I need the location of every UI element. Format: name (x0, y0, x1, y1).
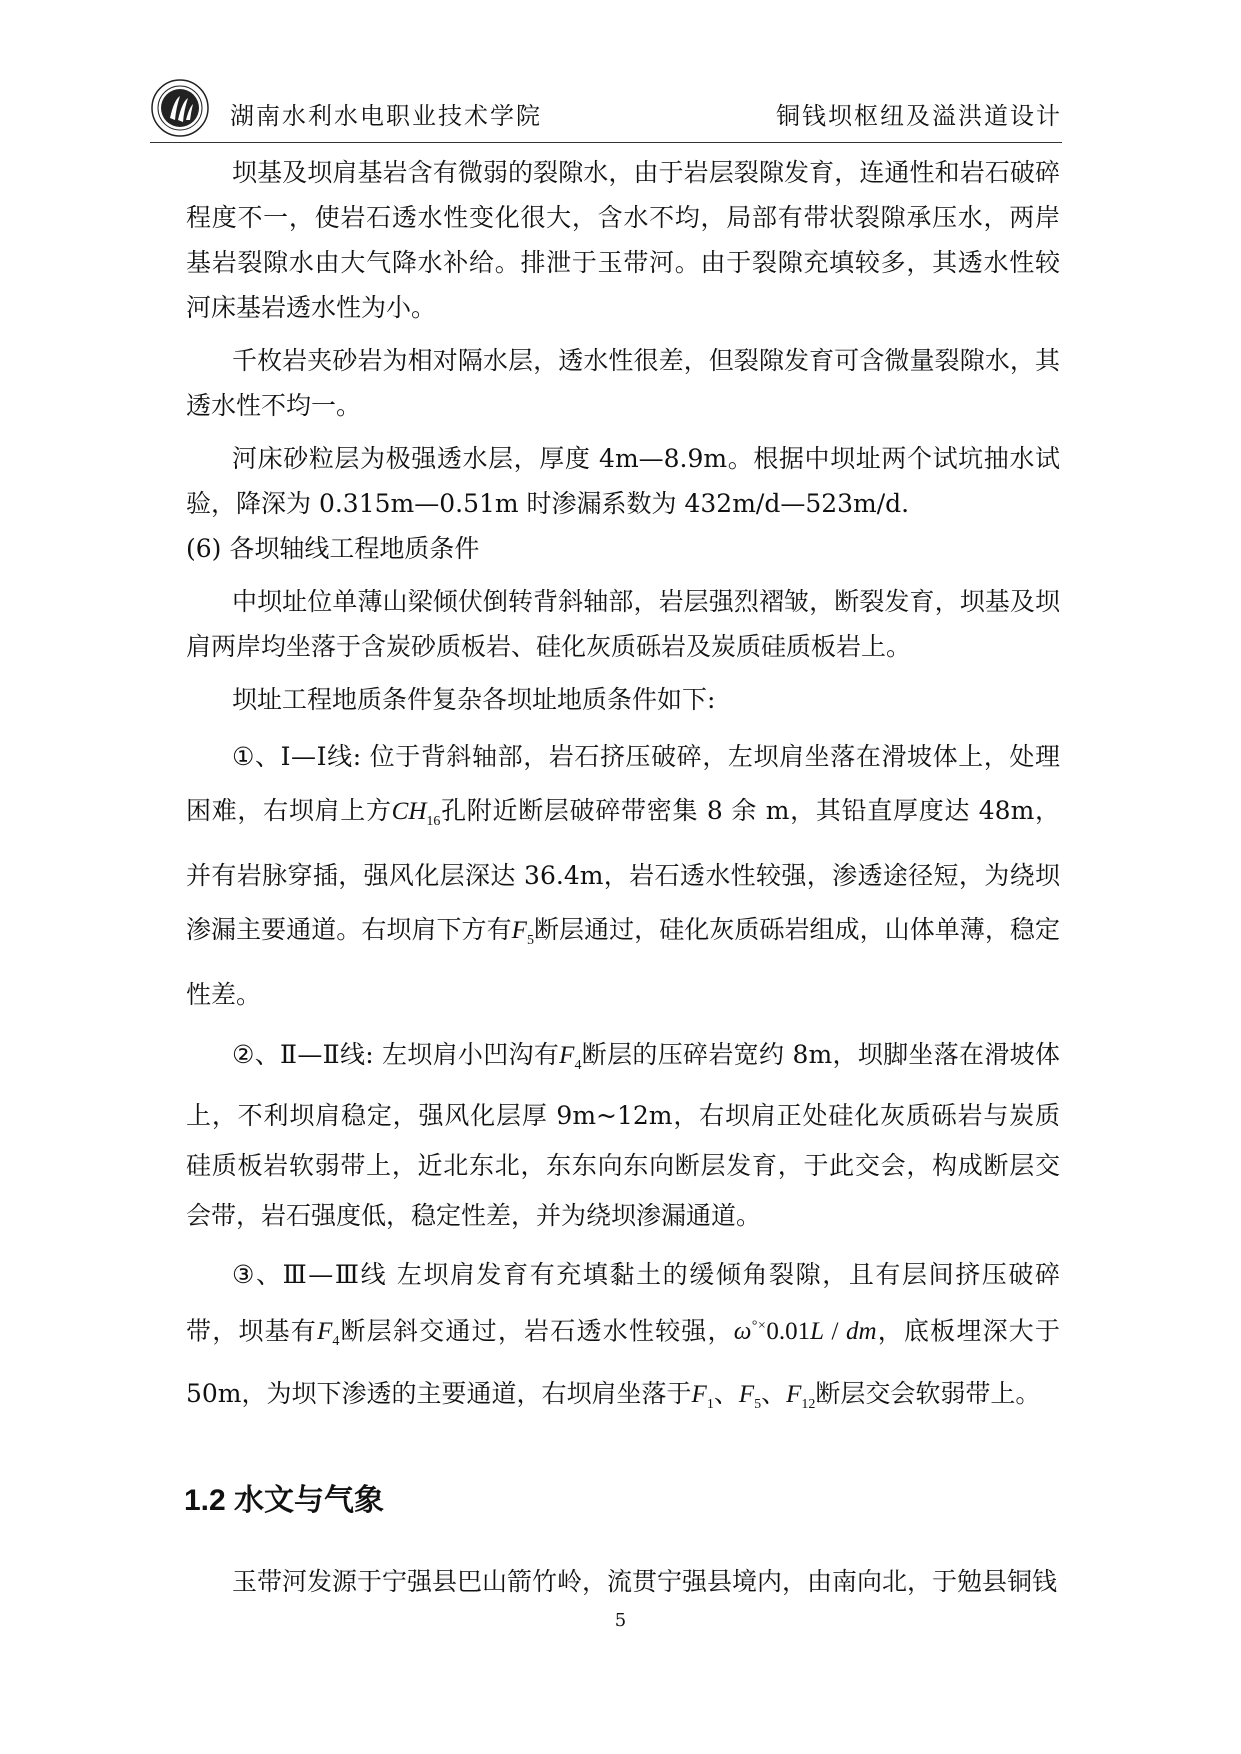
f1-formula (691, 1381, 714, 1413)
f-subscript: 5 (754, 1397, 762, 1413)
f-symbol: F (559, 1042, 575, 1069)
item-line-3 (186, 1249, 1060, 1431)
f-subscript: 12 (801, 1397, 816, 1413)
paragraph-riverbed-gravel: 河床砂粒层为极强透水层，厚度 4m—8.9m。根据中坝址两个试坑抽水试验，降深为 0.315m—0.51m 时渗漏系数为 432m/d—523m/d. (186, 444, 1060, 518)
f5-formula (511, 917, 534, 948)
omega-symbol: ω (733, 1318, 752, 1346)
f-symbol: F (738, 1381, 755, 1409)
permeability-formula (734, 1318, 877, 1345)
section-heading-hydrology: 1.2 水文与气象 (184, 1484, 385, 1518)
document-title: 铜钱坝枢纽及溢洪道设计 (776, 102, 1062, 130)
separator: 、 (713, 1379, 739, 1409)
omega-superscript: °× (751, 1319, 767, 1334)
paragraph-yudai-river: 玉带河发源于宁强县巴山箭竹岭，流贯宁强县境内，由南向北，于勉县铜钱 (232, 1567, 1058, 1597)
unit-dm: dm (845, 1318, 877, 1346)
item-line-1-text-a: ①、Ⅰ—Ⅰ线: 位于背斜轴部，岩石挤压破碎，左坝肩坐落在滑坡体上，处理困难，右坝肩上方 (186, 742, 1060, 825)
paragraph-fissure-water: 坝基及坝肩基岩含有微弱的裂隙水，由于岩层裂隙发育，连通性和岩石破碎程度不一，使岩石透水性变化很大，含水不均，局部有带状裂隙承压水，两岸基岩裂隙水由大气降水补给。排泄于玉带河。由于裂隙充填较多，其透水性较河床基岩透水性为小。 (186, 158, 1060, 322)
f-subscript: 4 (332, 1334, 340, 1350)
item-line-2-text-b: 断层的压碎岩宽约 8m，坝脚坐落在滑坡体上，不利坝肩稳定，强风化层厚 9m~12m，右坝肩正处硅化灰质砾岩与炭质硅质板岩软弱带上，近北东北，东东向东向断层发育，于此交会，构成断层交会带，岩石强度低，稳定性差，并为绕坝渗漏通道。 (186, 1040, 1060, 1230)
item-line-3-text-d: 断层交会软弱带上。 (815, 1379, 1041, 1409)
college-logo-icon (150, 78, 210, 138)
page-number: 5 (614, 1610, 627, 1631)
f12-formula (786, 1381, 816, 1413)
f-subscript: 4 (574, 1058, 582, 1073)
f4-formula (559, 1042, 582, 1073)
separator: 、 (761, 1379, 787, 1409)
f-symbol: F (786, 1381, 802, 1409)
f-symbol: F (317, 1318, 333, 1346)
f-subscript: 5 (526, 933, 534, 948)
item-line-1 (186, 730, 1060, 1022)
ch-symbol: CH (391, 798, 427, 825)
paragraph-phyllite: 千枚岩夹砂岩为相对隔水层，透水性很差，但裂隙发育可含微量裂隙水，其透水性不均一。 (186, 346, 1060, 420)
omega-value: 0.01 (766, 1318, 811, 1346)
item-line-1-text-c: 断层通过，硅化灰质砾岩组成，山体单薄，稳定性差。 (186, 915, 1060, 1009)
institution-name: 湖南水利水电职业技术学院 (230, 102, 542, 130)
f5-formula (738, 1381, 762, 1413)
f4-formula (317, 1318, 340, 1350)
item-line-3-text-c: ，底板埋深大于 50m，为坝下渗透的主要通道，右坝肩坐落于 (186, 1316, 1060, 1409)
item-line-1-text-b: 孔附近断层破碎带密集 8 余 m，其铅直厚度达 48m，并有岩脉穿插，强风化层深达 36.4m，岩石透水性较强，渗透途径短，为绕坝渗漏主要通道。右坝肩下方有 (186, 796, 1060, 944)
item-line-3-text-b: 断层斜交通过，岩石透水性较强， (339, 1316, 734, 1346)
f-symbol: F (511, 917, 527, 944)
unit-slash: / (824, 1318, 846, 1346)
page-body (186, 150, 1060, 1604)
ch-subscript: 16 (426, 814, 441, 829)
item-line-2-text-a: ②、Ⅱ—Ⅱ线: 左坝肩小凹沟有 (232, 1040, 560, 1069)
f-subscript: 1 (706, 1397, 714, 1413)
subheading-dam-axis-conditions: (6) 各坝轴线工程地质条件 (186, 534, 480, 563)
f-symbol: F (691, 1381, 707, 1409)
page-header (150, 70, 1062, 143)
paragraph-site-conditions-intro: 坝址工程地质条件复杂各坝址地质条件如下: (232, 685, 716, 714)
paragraph-middle-dam-site: 中坝址位单薄山梁倾伏倒转背斜轴部，岩层强烈褶皱，断裂发育，坝基及坝肩两岸均坐落于含炭砂质板岩、硅化灰质砾岩及炭质硅质板岩上。 (186, 587, 1060, 661)
ch16-formula (391, 798, 441, 829)
item-line-3-text-a: ③、Ⅲ—Ⅲ线 左坝肩发育有充填黏土的缓倾角裂隙，且有层间挤压破碎带，坝基有 (186, 1260, 1060, 1346)
item-line-2 (186, 1030, 1060, 1241)
unit-l: L (810, 1318, 825, 1346)
